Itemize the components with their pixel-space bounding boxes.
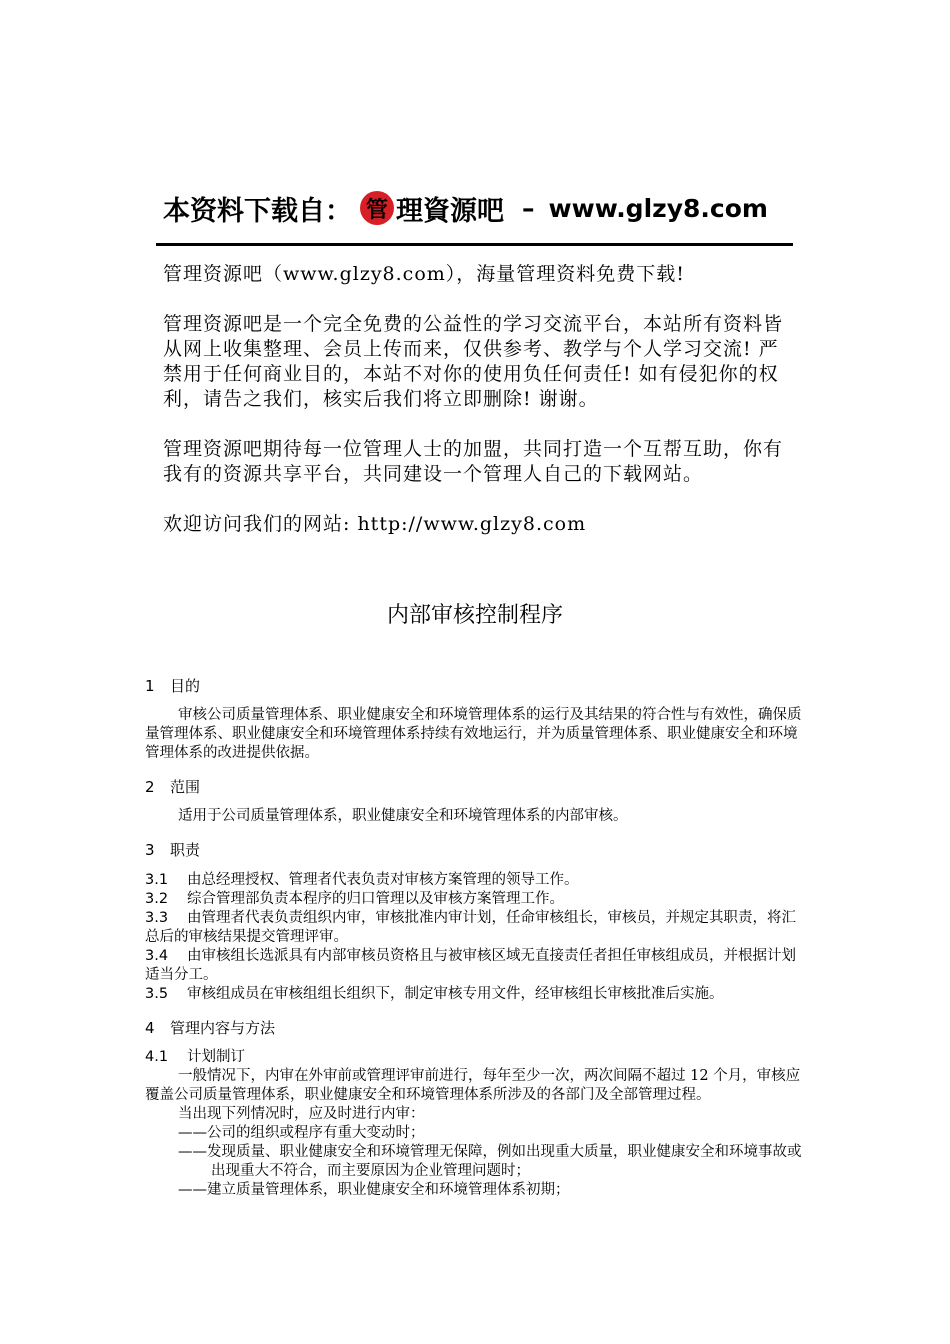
section-body-2 (145, 807, 807, 826)
intro-disclaimer-text: 管理资源吧是一个完全免费的公益性的学习交流平台，本站所有资料皆从网上收集整理、会员上传而来，仅供参考、教学与个人学习交流! 严禁用于任何商业目的，本站不对你的使用负任何责任! 如有侵犯你的权利，请告之我们，核实后我们将立即删除! 谢谢。 (163, 313, 784, 410)
section-body-1 (145, 706, 807, 763)
section-title: 目的 (170, 677, 201, 695)
dash-list-item: ——建立质量管理体系，职业健康安全和环境管理体系初期； (178, 1182, 570, 1198)
section-number: 1 (145, 677, 155, 695)
subsection-number: 4.1 (145, 1049, 169, 1065)
list-item (145, 871, 807, 890)
banner-url: www.glzy8.com (548, 193, 768, 223)
paragraph: 一般情况下，内审在外审前或管理评审前进行，每年至少一次，两次间隔不超过 12 个月，审核应覆盖公司质量管理体系，职业健康安全和环境管理体系所涉及的各部门及全部管理过程。 (145, 1068, 801, 1103)
section-body-3 (145, 871, 807, 1004)
list-item (145, 985, 807, 1004)
intro-invitation-text: 管理资源吧期待每一位管理人士的加盟，共同打造一个互帮互助，你有我有的资源共享平台，共同建设一个管理人自己的下载网站。 (163, 438, 784, 485)
banner-divider (156, 243, 793, 246)
section-title: 管理内容与方法 (170, 1019, 276, 1037)
item-text: 由审核组长选派具有内部审核员资格且与被审核区域无直接责任者担任审核组成员，并根据计划适当分工。 (145, 948, 796, 983)
site-logo-icon: 管 (360, 191, 394, 225)
item-text: 由管理者代表负责组织内审，审核批准内审计划，任命审核组长，审核员，并规定其职责，将汇总后的审核结果提交管理评审。 (145, 910, 796, 945)
item-text: 由总经理授权、管理者代表负责对审核方案管理的领导工作。 (187, 872, 579, 888)
section-title: 职责 (170, 841, 201, 859)
intro-line (163, 262, 793, 287)
paragraph: 适用于公司质量管理体系，职业健康安全和环境管理体系的内部审核。 (178, 808, 628, 824)
section-number: 4 (145, 1019, 155, 1037)
list-item (145, 947, 807, 985)
section-body-4 (145, 1048, 807, 1200)
intro-website-text: 欢迎访问我们的网站: http://www.glzy8.com (163, 513, 587, 535)
section-heading-3 (145, 839, 200, 860)
item-number: 3.4 (145, 948, 169, 964)
item-number: 3.5 (145, 986, 169, 1002)
item-text: 审核组成员在审核组组长组织下，制定审核专用文件，经审核组长审核批准后实施。 (187, 986, 724, 1002)
intro-disclaimer (163, 312, 793, 412)
section-heading-4 (145, 1017, 275, 1038)
banner-site-name: 理資源吧 (396, 195, 504, 227)
intro-invitation (163, 437, 793, 487)
intro-website (163, 512, 793, 537)
paragraph: 当出现下列情况时，应及时进行内审： (178, 1106, 425, 1122)
item-number: 3.3 (145, 910, 169, 926)
banner-dash: – (522, 193, 535, 223)
item-number: 3.2 (145, 891, 169, 907)
subsection-heading (145, 1048, 807, 1067)
banner-prefix: 本资料下载自： (163, 195, 352, 227)
dash-list-item: ——发现质量、职业健康安全和环境管理无保障，例如出现重大质量，职业健康安全和环境事故或出现重大不符合，而主要原因为企业管理问题时； (178, 1144, 802, 1179)
intro-line-text: 管理资源吧（www.glzy8.com），海量管理资料免费下载! (163, 263, 685, 285)
item-text: 综合管理部负责本程序的归口管理以及审核方案管理工作。 (187, 891, 564, 907)
section-title: 范围 (170, 778, 201, 796)
paragraph: 审核公司质量管理体系、职业健康安全和环境管理体系的运行及其结果的符合性与有效性，确保质量管理体系、职业健康安全和环境管理体系持续有效地运行，并为质量管理体系、职业健康安全和环境管理体系的改进提供依据。 (145, 707, 802, 761)
subsection-title: 计划制订 (187, 1049, 245, 1065)
dash-list-item: ——公司的组织或程序有重大变动时； (178, 1125, 425, 1141)
download-banner (163, 186, 768, 230)
section-number: 3 (145, 841, 155, 859)
list-item (145, 909, 807, 947)
section-heading-1 (145, 675, 200, 696)
section-heading-2 (145, 776, 200, 797)
section-number: 2 (145, 778, 155, 796)
item-number: 3.1 (145, 872, 169, 888)
list-item (145, 890, 807, 909)
document-title: 内部审核控制程序 (386, 603, 563, 628)
